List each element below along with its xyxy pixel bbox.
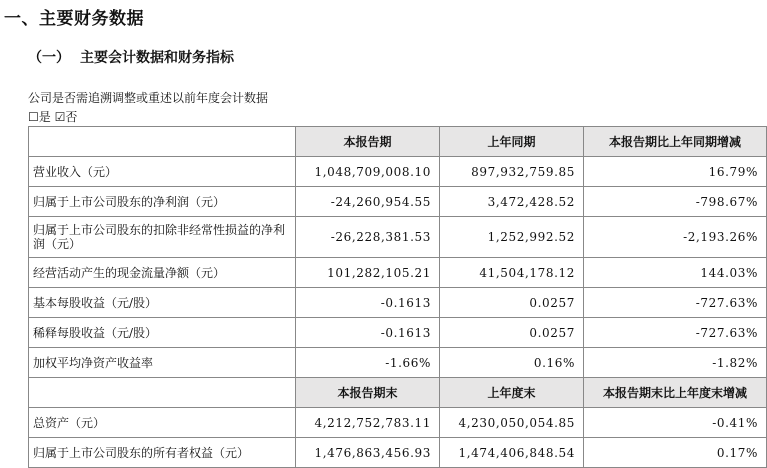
header-cell-current-period: 本报告期	[296, 127, 440, 157]
row-label: 基本每股收益（元/股）	[29, 288, 296, 318]
row-label: 营业收入（元）	[29, 157, 296, 187]
table-row	[29, 157, 767, 187]
current-value: -24,260,954.55	[296, 187, 440, 217]
current-value: 101,282,105.21	[296, 258, 440, 288]
prior-value: 897,932,759.85	[440, 157, 584, 187]
table-row	[29, 408, 767, 438]
current-value: -1.66%	[296, 348, 440, 378]
table-header-row	[29, 378, 767, 408]
row-label: 归属于上市公司股东的扣除非经常性损益的净利润（元）	[29, 217, 296, 258]
prior-value: 3,472,428.52	[440, 187, 584, 217]
restatement-checkbox: ☐是 ☑否	[28, 110, 78, 124]
table-header-row	[29, 127, 767, 157]
table-row	[29, 217, 767, 258]
current-value: 4,212,752,783.11	[296, 408, 440, 438]
header-cell-prior-period: 上年同期	[440, 127, 584, 157]
prior-value: 0.0257	[440, 318, 584, 348]
header-cell-blank	[29, 127, 296, 157]
subsection-number: （一）	[28, 50, 70, 66]
header-cell-period-end: 本报告期末	[296, 378, 440, 408]
row-label: 归属于上市公司股东的净利润（元）	[29, 187, 296, 217]
change-value: -1.82%	[584, 348, 767, 378]
change-value: -2,193.26%	[584, 217, 767, 258]
prior-value: 4,230,050,054.85	[440, 408, 584, 438]
current-value: -26,228,381.53	[296, 217, 440, 258]
change-value: -727.63%	[584, 318, 767, 348]
prior-value: 0.16%	[440, 348, 584, 378]
row-label: 总资产（元）	[29, 408, 296, 438]
current-value: 1,048,709,008.10	[296, 157, 440, 187]
financial-data-table	[28, 126, 767, 468]
row-label: 归属于上市公司股东的所有者权益（元）	[29, 438, 296, 468]
table-row	[29, 258, 767, 288]
table-row	[29, 438, 767, 468]
table-row	[29, 318, 767, 348]
row-label: 加权平均净资产收益率	[29, 348, 296, 378]
section-title: 一、主要财务数据	[4, 9, 144, 29]
current-value: -0.1613	[296, 318, 440, 348]
header-cell-blank	[29, 378, 296, 408]
prior-value: 1,474,406,848.54	[440, 438, 584, 468]
header-cell-prior-year-end: 上年度末	[440, 378, 584, 408]
change-value: -727.63%	[584, 288, 767, 318]
prior-value: 1,252,992.52	[440, 217, 584, 258]
subsection-heading	[28, 47, 234, 67]
row-label: 稀释每股收益（元/股）	[29, 318, 296, 348]
current-value: 1,476,863,456.93	[296, 438, 440, 468]
header-cell-change: 本报告期比上年同期增减	[584, 127, 767, 157]
restatement-question: 公司是否需追溯调整或重述以前年度会计数据	[28, 91, 269, 105]
subsection-title: 主要会计数据和财务指标	[80, 50, 234, 66]
change-value: 144.03%	[584, 258, 767, 288]
row-label: 经营活动产生的现金流量净额（元）	[29, 258, 296, 288]
change-value: 16.79%	[584, 157, 767, 187]
change-value: -0.41%	[584, 408, 767, 438]
current-value: -0.1613	[296, 288, 440, 318]
change-value: 0.17%	[584, 438, 767, 468]
table-row	[29, 288, 767, 318]
header-cell-change: 本报告期末比上年度末增减	[584, 378, 767, 408]
table-row	[29, 187, 767, 217]
change-value: -798.67%	[584, 187, 767, 217]
prior-value: 0.0257	[440, 288, 584, 318]
table-row	[29, 348, 767, 378]
prior-value: 41,504,178.12	[440, 258, 584, 288]
